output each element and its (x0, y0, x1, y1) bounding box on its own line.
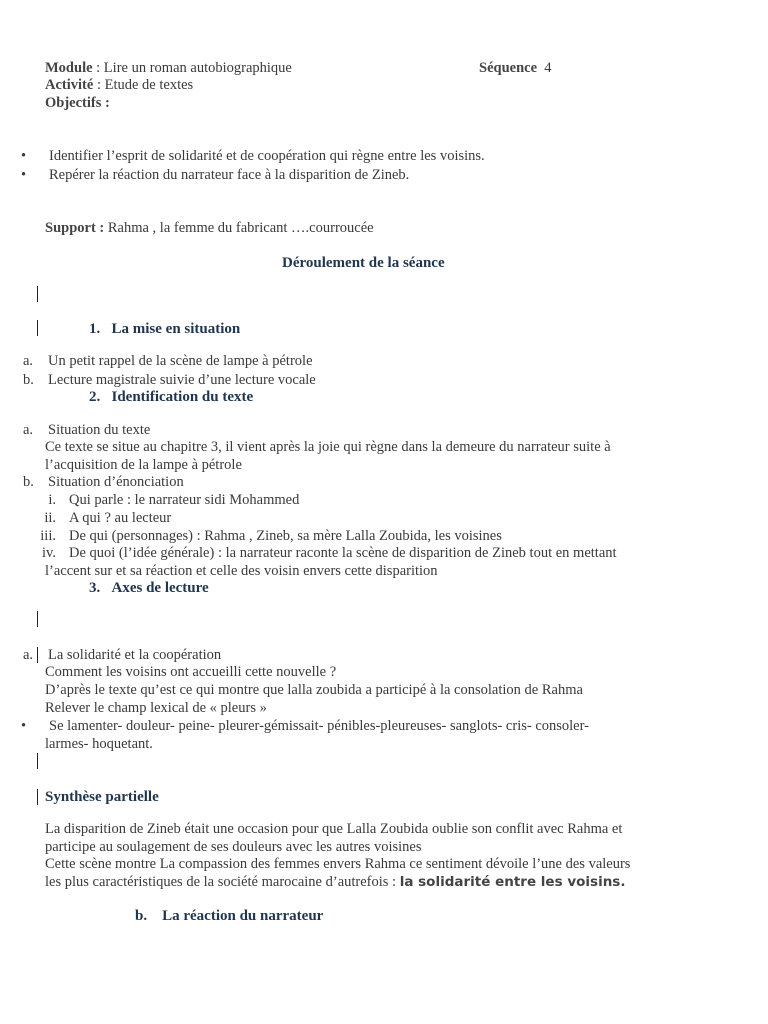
sequence-line (479, 59, 552, 77)
sub-item: Qui parle : le narrateur sidi Mohammed (69, 492, 300, 508)
synthese-last-line (45, 873, 625, 891)
synthese-line: Cette scène montre La compassion des femmes envers Rahma ce sentiment dévoile l’une des valeurs (45, 856, 631, 872)
objectif-item: Identifier l’esprit de solidarité et de coopération qui règne entre les voisins. (49, 148, 485, 164)
paragraph-line: l’acquisition de la lampe à pétrole (45, 457, 242, 473)
paragraph-line: l’accent sur et sa réaction et celle des voisin envers cette disparition (45, 563, 438, 579)
sub-item: De qui (personnages) : Rahma , Zineb, sa mère Lalla Zoubida, les voisines (69, 528, 502, 544)
objectifs-label: Objectifs : (45, 95, 110, 111)
text-cursor (37, 753, 38, 769)
text-cursor (37, 611, 38, 627)
list-marker: b. (23, 372, 34, 388)
activite-value: : Etude de textes (93, 77, 194, 93)
activite-label: Activité (45, 77, 94, 93)
section-1-number: 1. (89, 321, 101, 337)
roman-marker: iii. (40, 528, 56, 544)
list-item: Lecture magistrale suivie d’une lecture vocale (48, 372, 316, 388)
support-line (45, 219, 374, 237)
section-2-heading (89, 388, 253, 406)
support-label: Support : (45, 220, 105, 236)
module-label: Module (45, 60, 93, 76)
lexical-field-line: larmes- hoquetant. (45, 736, 153, 752)
section-3-title: Axes de lecture (111, 580, 209, 596)
synthese-line: La disparition de Zineb était une occasion pour que Lalla Zoubida oublie son conflit avec Rahma et (45, 821, 623, 837)
section-3-heading (89, 579, 209, 597)
bullet-icon: • (21, 148, 27, 164)
paragraph-line: Ce texte se situe au chapitre 3, il vient après la joie qui règne dans la demeure du narrateur suite à (45, 439, 611, 455)
synthese-title: Synthèse partielle (45, 789, 159, 805)
support-value: Rahma , la femme du fabricant ….courroucée (104, 220, 374, 236)
question-line: Relever le champ lexical de « pleurs » (45, 700, 267, 716)
list-item: Situation d’énonciation (48, 474, 184, 490)
roman-marker: i. (48, 492, 56, 508)
roman-marker: iv. (42, 545, 56, 561)
sub-item: A qui ? au lecteur (69, 510, 172, 526)
text-cursor (37, 789, 38, 805)
bullet-icon: • (21, 718, 27, 734)
roman-marker: ii. (44, 510, 56, 526)
lexical-field-line: Se lamenter- douleur- peine- pleurer-gémissait- pénibles-pleureuses- sanglots- cris- consoler- (49, 718, 589, 734)
question-line: D’après le texte qu’est ce qui montre que lalla zoubida a participé à la consolation de Rahma (45, 682, 583, 698)
sub-item: De quoi (l’idée générale) : la narrateur raconte la scène de disparition de Zineb tout en mettant (69, 545, 617, 561)
activite-line (45, 76, 193, 94)
section-b-heading (135, 907, 323, 925)
module-value: : Lire un roman autobiographique (92, 60, 292, 76)
bullet-icon: • (21, 167, 27, 183)
list-marker: b. (23, 474, 34, 490)
section-2-number: 2. (89, 389, 101, 405)
synthese-conclusion: la solidarité entre les voisins. (399, 874, 626, 890)
deroulement-title: Déroulement de la séance (282, 255, 445, 271)
text-cursor (37, 647, 38, 663)
objectif-item: Repérer la réaction du narrateur face à la disparition de Zineb. (49, 167, 410, 183)
list-item: La solidarité et la coopération (48, 647, 222, 663)
section-b-marker: b. (135, 908, 148, 924)
synthese-line: les plus caractéristiques de la société marocaine d’autrefois : (45, 874, 400, 890)
list-item: Situation du texte (48, 422, 151, 438)
question-line: Comment les voisins ont accueilli cette nouvelle ? (45, 664, 337, 680)
list-marker: a. (23, 353, 34, 369)
text-cursor (37, 320, 38, 336)
section-b-title: La réaction du narrateur (162, 908, 324, 924)
list-marker: a. (23, 647, 34, 663)
synthese-line: participe au soulagement de ses douleurs avec les autres voisines (45, 839, 422, 855)
sequence-value: 4 (544, 60, 552, 76)
list-item: Un petit rappel de la scène de lampe à pétrole (48, 353, 313, 369)
module-line (45, 59, 292, 77)
sequence-label: Séquence (479, 60, 537, 76)
section-3-number: 3. (89, 580, 101, 596)
section-1-heading (89, 320, 240, 338)
text-cursor (37, 286, 38, 302)
section-1-title: La mise en situation (111, 321, 241, 337)
section-2-title: Identification du texte (111, 389, 254, 405)
list-marker: a. (23, 422, 34, 438)
